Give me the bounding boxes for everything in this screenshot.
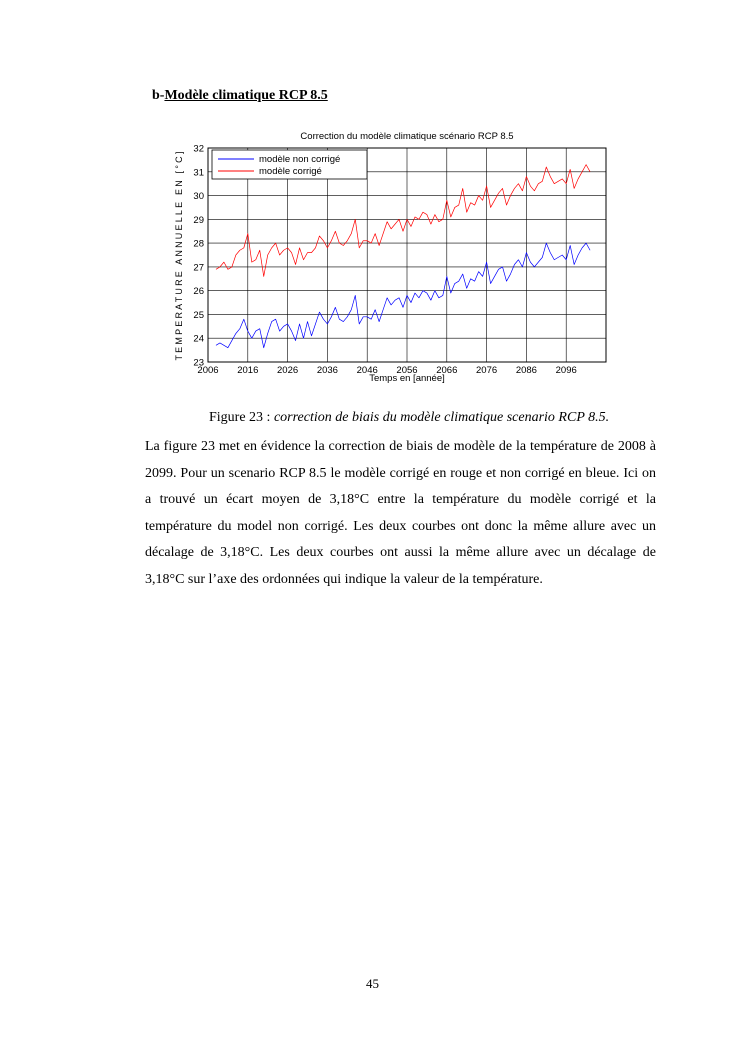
- x-tick-label-2006: 2006: [197, 365, 219, 376]
- section-heading-prefix: b-: [152, 88, 165, 103]
- x-tick-label-2096: 2096: [555, 365, 577, 376]
- y-tick-label-31: 31: [193, 167, 204, 179]
- temperature-chart: [160, 126, 620, 388]
- y-tick-label-26: 26: [193, 286, 204, 298]
- y-tick-label-29: 29: [193, 214, 204, 226]
- y-tick-label-28: 28: [193, 238, 204, 250]
- figure-label: Figure 23 :: [209, 410, 271, 425]
- y-tick-label-32: 32: [193, 143, 204, 155]
- figure-caption-text: correction de biais du modèle climatique scenario RCP 8.5.: [273, 410, 610, 425]
- body-paragraph: La figure 23 met en évidence la correction de biais de modèle de la température de 2008 à 2099. Pour un scenario RCP 8.5 le modèle corrigé en rouge et non corrigé en bleue. Ici on a trouvé un écart moyen de 3,18°C entre la température du modèle corrigé et la température du model non corrigé. Les deux courbes ont donc la même allure avec un décalage de 3,18°C. Les deux courbes ont aussi la même allure avec un décalage de 3,18°C sur l’axe des ordonnées qui indique la valeur de la température.: [145, 439, 656, 587]
- x-tick-label-2066: 2066: [436, 365, 458, 376]
- x-tick-label-2016: 2016: [237, 365, 259, 376]
- legend-label-non-corrige: modèle non corrigé: [259, 154, 341, 165]
- page-number: 45: [366, 976, 379, 991]
- y-tick-label-27: 27: [193, 262, 204, 274]
- figure-caption: [209, 410, 609, 426]
- legend-label-corrige: modèle corrigé: [259, 166, 322, 177]
- x-tick-label-2086: 2086: [515, 365, 537, 376]
- y-tick-label-23: 23: [193, 357, 204, 369]
- y-tick-label-25: 25: [193, 309, 204, 321]
- y-tick-label-30: 30: [193, 191, 204, 203]
- chart-title: Correction du modèle climatique scénario RCP 8.5: [300, 131, 514, 142]
- x-tick-label-2056: 2056: [396, 365, 418, 376]
- x-tick-label-2026: 2026: [277, 365, 299, 376]
- x-tick-label-2046: 2046: [356, 365, 378, 376]
- x-axis-label: Temps en [année]: [369, 373, 445, 384]
- y-axis-label: TEMPERATURE ANNUELLE EN [°C]: [174, 149, 184, 361]
- section-heading: [152, 88, 328, 104]
- y-tick-label-24: 24: [193, 333, 204, 345]
- section-heading-title: Modèle climatique RCP 8.5: [164, 88, 328, 103]
- y-tick-labels: [193, 144, 204, 369]
- chart-legend: [212, 150, 367, 179]
- x-tick-label-2076: 2076: [476, 365, 498, 376]
- x-tick-label-2036: 2036: [316, 365, 338, 376]
